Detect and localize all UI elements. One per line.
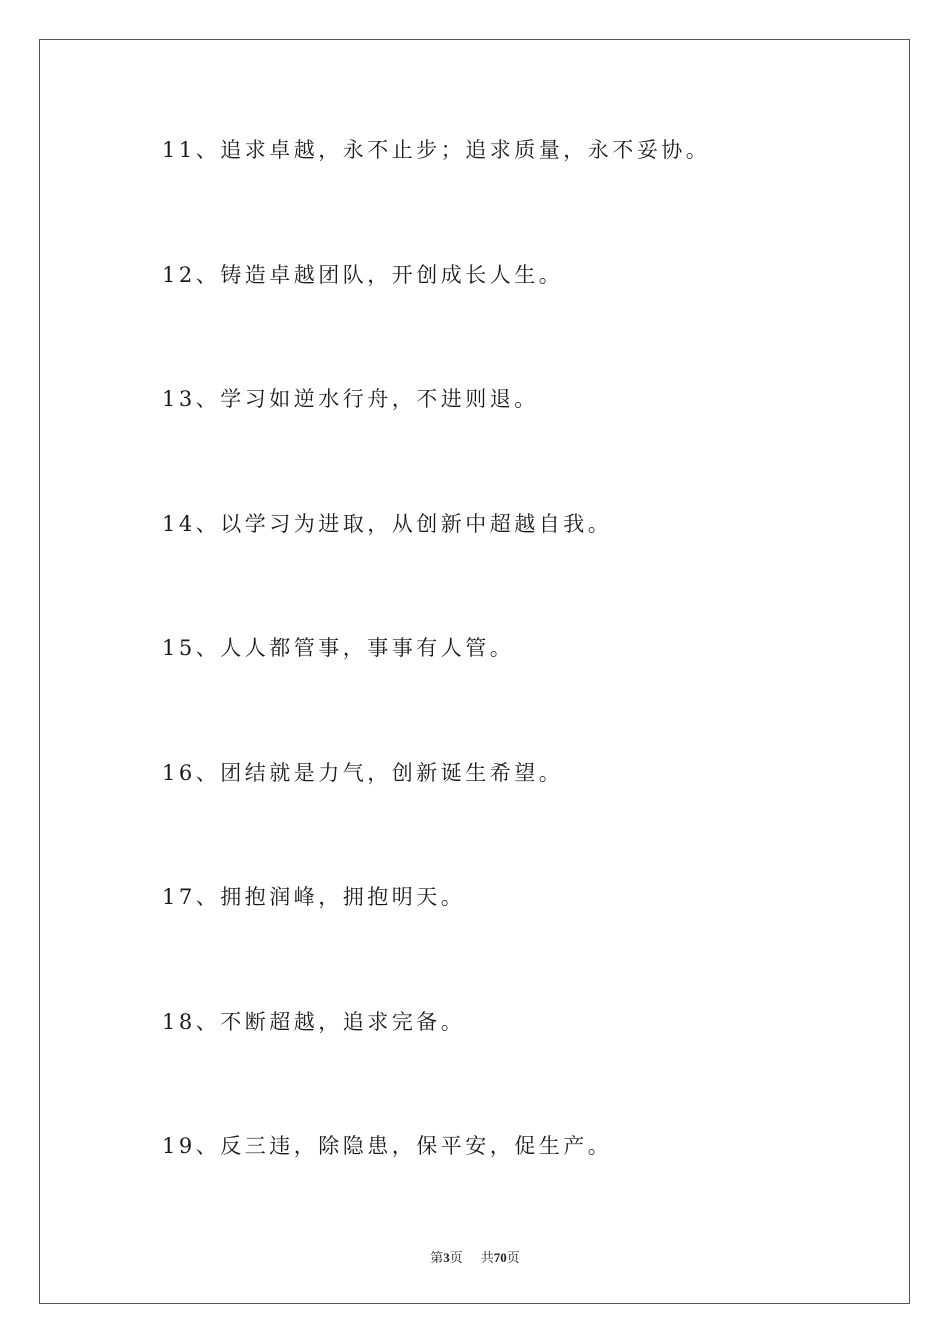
list-item: 11、追求卓越，永不止步；追求质量，永不妥协。	[162, 138, 711, 162]
total-prefix: 共	[480, 1251, 494, 1266]
list-item: 15、人人都管事，事事有人管。	[162, 636, 515, 660]
page-footer	[0, 1247, 950, 1266]
page-suffix: 页	[449, 1251, 463, 1266]
page-number: 3	[443, 1250, 450, 1265]
list-item: 18、不断超越，追求完备。	[162, 1009, 466, 1034]
total-pages: 70	[493, 1250, 507, 1265]
list-item: 12、铸造卓越团队，开创成长人生。	[162, 262, 564, 287]
page-prefix: 第	[430, 1251, 444, 1266]
list-item: 16、团结就是力气，创新诞生希望。	[162, 760, 564, 785]
list-item: 17、拥抱润峰，拥抱明天。	[162, 885, 466, 909]
list-item: 14、以学习为进取，从创新中超越自我。	[162, 511, 613, 536]
list-item: 19、反三违，除隐患，保平安，促生产。	[162, 1134, 613, 1158]
text-list	[162, 135, 882, 1256]
total-suffix: 页	[506, 1251, 520, 1266]
list-item: 13、学习如逆水行舟，不进则退。	[162, 387, 539, 411]
